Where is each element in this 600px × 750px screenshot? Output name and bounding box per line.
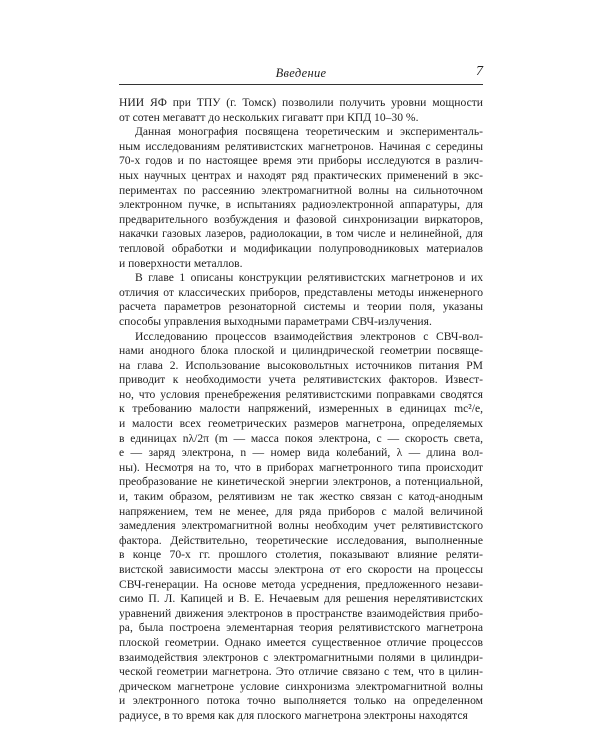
text-line: нами анодного блока плоской и цилиндрической геометрии посвяще-: [119, 344, 483, 358]
text-line: замедления электромагнитной волны необходим учет релятивистского: [119, 519, 483, 533]
text-line: расчета параметров резонаторной системы и теории поля, указаны: [119, 300, 483, 314]
page-number: 7: [476, 64, 483, 79]
text-line: периментах по рассеянию электромагнитной волны на сильноточном: [119, 183, 483, 197]
text-line: но, что условия пренебрежения релятивистскими поправками сводятся: [119, 387, 483, 401]
text-line: плоской геометрии. Однако имеется существенное отличие процессов: [119, 635, 483, 649]
text-line: электронном пучке, в испытаниях радиоэлектронной аппаратуры, для: [119, 198, 483, 212]
text-line: приводит к необходимости учета релятивистских факторов. Извест-: [119, 373, 483, 387]
text-line: СВЧ-генерации. На основе метода усреднения, предложенного незави-: [119, 577, 483, 591]
text-line: ра, была построена элементарная теория релятивистского магнетрона: [119, 621, 483, 635]
text-line: предварительного возбуждения и фазовой синхронизации виркаторов,: [119, 212, 483, 226]
text-line: В главе 1 описаны конструкции релятивистских магнетронов и их: [135, 271, 483, 285]
paragraph: [119, 125, 483, 271]
text-line: Данная монография посвящена теоретическим и эксперименталь-: [135, 125, 483, 139]
text-line: накачки газовых лазеров, радиолокации, в том числе и нелинейной, для: [119, 227, 483, 241]
text-line: ным исследованиям релятивистских магнетронов. Начиная с середины: [119, 139, 483, 153]
text-line: отличия от классических приборов, представлены методы инженерного: [119, 285, 483, 299]
text-line: на глава 2. Использование высоковольтных источников питания РМ: [119, 358, 483, 372]
text-line: преобразование не кинетической энергии электронов, а потенциальной,: [119, 475, 483, 489]
text-line: в конце 70-х гг. прошлого столетия, показывают влияние реляти-: [119, 548, 483, 562]
text-line: и, таким образом, релятивизм не так жестко связан с катод-анодным: [119, 490, 483, 504]
chapter-title: Введение: [275, 66, 327, 80]
text-line: к требованию малости напряжений, измеренных в единицах mc²/e,: [119, 402, 483, 416]
text-line: 70-х годов и по настоящее время эти приборы исследуются в различ-: [119, 154, 483, 168]
text-line: способы управления выходными параметрами СВЧ-излучения.: [119, 314, 432, 328]
header-rule: [119, 84, 483, 85]
paragraph: [119, 96, 483, 125]
text-line: Исследованию процессов взаимодействия электронов с СВЧ-вол-: [135, 329, 483, 343]
text-line: в единицах nλ/2π (m — масса покоя электрона, c — скорость света,: [119, 431, 483, 445]
text-line: и малости всех геометрических размеров магнетрона, определяемых: [119, 417, 483, 431]
text-line: взаимодействия электронов с электромагнитными полями в цилиндри-: [119, 650, 483, 664]
body-text: [119, 96, 483, 724]
text-line: e — заряд электрона, n — номер вида колебаний, λ — длина вол-: [119, 446, 483, 460]
text-line: ческой геометрии магнетрона. Это отличие связано с тем, что в цилин-: [119, 665, 483, 679]
text-line: тепловой обработки и модификации полупроводниковых материалов: [119, 241, 483, 255]
text-line: и поверхности металлов.: [119, 256, 243, 270]
text-line: ных научных центрах и находят ряд практических применений в экс-: [119, 168, 483, 182]
text-line: радиусе, в то время как для плоского магнетрона электроны находятся: [119, 708, 468, 722]
text-line: уравнений движения электронов в пространстве взаимодействия прибо-: [119, 606, 483, 620]
paragraph: [119, 271, 483, 329]
text-line: и электронного потока точно выполняется только на определенном: [119, 694, 483, 708]
text-line: вистской зависимости массы электрона от его скорости на процессы: [119, 563, 483, 576]
text-line: от сотен мегаватт до нескольких гигаватт при КПД 10–30 %.: [119, 110, 419, 124]
paragraph: [119, 330, 483, 724]
text-line: напряжением, тем не менее, для ряда приборов с малой величиной: [119, 504, 483, 518]
text-line: фактора. Действительно, теоретические исследования, выполненные: [119, 533, 483, 547]
text-line: симо П. Л. Капицей и В. Е. Нечаевым для решения нерелятивистских: [119, 592, 483, 606]
text-line: дрическом магнетроне условие синхронизма электромагнитной волны: [119, 679, 483, 693]
running-header: [119, 64, 483, 86]
text-line: НИИ ЯФ при ТПУ (г. Томск) позволили получить уровни мощности: [119, 96, 483, 109]
text-line: ны). Несмотря на то, что в приборах магнетронного типа происходит: [119, 460, 483, 474]
